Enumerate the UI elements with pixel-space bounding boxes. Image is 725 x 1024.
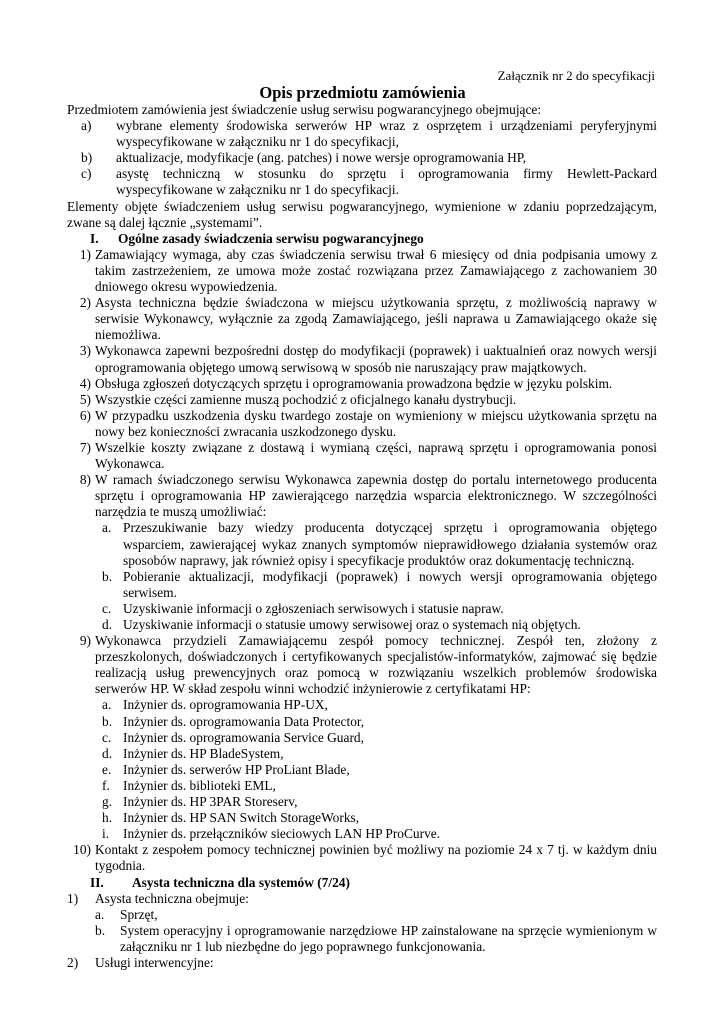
- sublist-item: [67, 617, 657, 633]
- sublist-item-label: a.: [95, 906, 105, 922]
- sublist-item-label: d.: [102, 617, 113, 632]
- list-item: [67, 376, 657, 392]
- list-item-text: Zamawiający wymaga, aby czas świadczenia serwisu trwał 6 miesięcy od dnia podpisania umowy z takim zastrzeżeniem, ze umowa może zostać rozwiązana przez Zamawiającego z zachowaniem 30 dniowego okresu wypowiedzenia.: [95, 246, 657, 295]
- list-item-text: aktualizacje, modyfikacje (ang. patches) i nowe wersje oprogramowania HP,: [116, 150, 527, 166]
- list-item: [67, 472, 657, 520]
- sublist-item: [67, 923, 657, 955]
- section-title: Asysta techniczna dla systemów (7/24): [132, 874, 350, 890]
- sublist-item: [67, 810, 657, 826]
- sublist-item: [67, 520, 657, 568]
- document-body: [67, 102, 657, 971]
- section2-list: [67, 891, 657, 971]
- sublist-item-label: e.: [102, 761, 112, 777]
- list-item: [67, 118, 657, 150]
- list-item-text: Wszelkie koszty związane z dostawą i wymianą części, naprawą sprzętu i oprogramowania ponosi Wykonawca.: [95, 439, 657, 472]
- item8-sublist: [67, 520, 657, 633]
- sublist-item-text: Inżynier ds. oprogramowania Service Guard,: [123, 729, 364, 745]
- section-heading-1: [67, 231, 657, 247]
- sublist-item-label: b.: [102, 568, 113, 584]
- sublist-item: [67, 569, 657, 601]
- sublist-item-label: d.: [102, 745, 113, 761]
- list-item-label: 1): [67, 890, 79, 906]
- list-item: [67, 842, 657, 874]
- intro-paragraph: Przedmiotem zamówienia jest świadczenie usług serwisu pogwarancyjnego obejmujące:: [67, 102, 542, 117]
- sublist-item: [67, 762, 657, 778]
- sublist-item-text: Inżynier ds. serwerów HP ProLiant Blade,: [123, 761, 350, 777]
- list-item-text: Kontakt z zespołem pomocy technicznej powinien być możliwy na poziomie 24 x 7 tj. w każdym dniu tygodnia.: [95, 842, 657, 874]
- list-item-label: 3): [79, 343, 91, 359]
- list-item-text: Wszystkie części zamienne muszą pochodzić z oficjalnego kanału dystrybucji.: [95, 391, 517, 407]
- list-item: [67, 295, 657, 343]
- list-item-label: b): [81, 150, 93, 166]
- sublist-item-label: a.: [102, 520, 112, 536]
- intro-list: [67, 118, 657, 198]
- sublist-item-text: Uzyskiwanie informacji o statusie umowy serwisowej oraz o systemach nią objętych.: [123, 617, 581, 632]
- sublist-item: [67, 794, 657, 810]
- document-title: Opis przedmiotu zamówienia: [259, 83, 466, 102]
- sublist-item-text: Inżynier ds. oprogramowania HP-UX,: [123, 697, 328, 713]
- sublist-item-text: Uzyskiwanie informacji o zgłoszeniach serwisowych i statusie napraw.: [123, 600, 504, 616]
- sublist-item-label: c.: [102, 600, 112, 616]
- sublist-item-label: h.: [102, 810, 113, 826]
- sublist-item-label: c.: [102, 729, 112, 745]
- sublist-item-label: a.: [102, 697, 112, 713]
- list-item-text: Asysta techniczna będzie świadczona w miejscu użytkowania sprzętu, z możliwością naprawy w serwisie Wykonawcy, wyłącznie za zgodą Zamawiającego, jeśli naprawa u Zamawiającego okaże się niemożliwa.: [95, 295, 657, 343]
- list-item-text: Usługi interwencyjne:: [95, 954, 214, 970]
- list-item-text: Asysta techniczna obejmuje:: [95, 890, 249, 906]
- list-item: [67, 247, 657, 295]
- list-item-text: Wykonawca przydzieli Zamawiającemu zespół pomocy technicznej. Zespół ten, złożony z przeszkolonych, doświadczonych i certyfikowanych specjalistów-informatyków, zajmować się będzie realizacją usług prewencyjnych oraz pomocą w rozwiązaniu wszelkich problemów środowiska serwerów HP. W skład zespołu winni wchodzić inżynierowie z certyfikatami HP:: [95, 633, 657, 697]
- sublist-item: [67, 601, 657, 617]
- sublist-item-label: i.: [102, 826, 110, 842]
- list-item: [67, 392, 657, 408]
- sublist-item-label: b.: [102, 713, 113, 729]
- list-item-text: asystę techniczną w stosunku do sprzętu i oprogramowania firmy Hewlett-Packard wyspecyfikowane w załączniku nr 1 do specyfikacji.: [116, 166, 657, 198]
- list-item: [67, 408, 657, 440]
- list-item-label: 6): [79, 407, 91, 423]
- item9-sublist: [67, 697, 657, 842]
- list-item-text: W ramach świadczonego serwisu Wykonawca zapewnia dostęp do portalu internetowego producenta sprzętu i oprogramowania HP zawierającego narzędzia wsparcia elektronicznego. W szczególności narzędzia te muszą umożliwiać:: [95, 472, 657, 520]
- sublist-item-text: Inżynier ds. HP BladeSystem,: [123, 745, 284, 761]
- section-number: II.: [90, 874, 104, 890]
- sublist-item: [67, 778, 657, 794]
- list-item-text: Obsługa zgłoszeń dotyczących sprzętu i oprogramowania prowadzona będzie w języku polskim.: [95, 375, 613, 391]
- list-item-label: 10): [73, 842, 91, 858]
- sublist-item: [67, 730, 657, 746]
- sublist-item-text: Inżynier ds. oprogramowania Data Protector,: [123, 713, 365, 729]
- annex-label: Załącznik nr 2 do specyfikacji: [497, 68, 655, 83]
- section-number: I.: [90, 230, 99, 246]
- sublist-item-text: System operacyjny i oprogramowanie narzędziowe HP zainstalowane na sprzęcie wymienionym w załączniku nr 1 lub niezbędne do jego poprawnego funkcjonowania.: [120, 922, 657, 954]
- sublist-item: [67, 697, 657, 713]
- sublist-item-text: Pobieranie aktualizacji, modyfikacji (poprawek) i nowych wersji oprogramowania objętego serwisem.: [123, 568, 657, 600]
- list-item: [67, 166, 657, 198]
- section-title: Ogólne zasady świadczenia serwisu pogwarancyjnego: [118, 230, 424, 246]
- list-item-label: 8): [79, 472, 91, 488]
- sublist-item-label: f.: [102, 777, 110, 793]
- sublist-item-text: Inżynier ds. HP 3PAR Storeserv,: [123, 794, 298, 810]
- list-item-label: 5): [79, 391, 91, 407]
- list-item-text: wybrane elementy środowiska serwerów HP wraz z osprzętem i urządzeniami peryferyjnymi wyspecyfikowane w załączniku nr 1 do specyfikacji,: [116, 118, 657, 150]
- list-item: [67, 633, 657, 697]
- list-item: [67, 955, 657, 971]
- list-item: [67, 150, 657, 166]
- list-item-label: 1): [79, 246, 91, 262]
- sublist-item-text: Inżynier ds. biblioteki EML,: [123, 777, 276, 793]
- sublist-item-text: Sprzęt,: [120, 906, 158, 922]
- list-item-label: 2): [79, 295, 91, 311]
- list-item-text: W przypadku uszkodzenia dysku twardego zostaje on wymieniony w miejscu użytkowania sprzętu na nowy bez konieczności zwracania uszkodzonego dysku.: [95, 407, 657, 439]
- list-item-text: Wykonawca zapewni bezpośredni dostęp do modyfikacji (poprawek) i uaktualnień oraz nowych wersji oprogramowania objętego umową serwisową w sposób nie naruszający praw majątkowych.: [95, 343, 657, 375]
- list-item-label: 4): [79, 375, 91, 391]
- section-heading-2: [67, 875, 657, 891]
- sublist-item: [67, 714, 657, 730]
- sublist-item-label: b.: [95, 922, 106, 938]
- list-item: [67, 440, 657, 472]
- sublist-item-text: Inżynier ds. HP SAN Switch StorageWorks,: [123, 810, 360, 826]
- elements-paragraph: Elementy objęte świadczeniem usług serwisu pogwarancyjnego, wymienione w zdaniu poprzedzającym, zwane są dalej łącznie „systemami”.: [67, 198, 657, 230]
- list-item-label: 7): [79, 439, 91, 455]
- list-item-label: c): [81, 166, 92, 182]
- list-item: [67, 343, 657, 375]
- sublist-item: [67, 746, 657, 762]
- list-item-label: 9): [79, 633, 91, 649]
- sublist-item: [67, 907, 657, 923]
- list-item-label: 2): [67, 954, 79, 970]
- sublist-item-text: Przeszukiwanie bazy wiedzy producenta dotyczącej sprzętu i oprogramowania objętego wsparciem, zawierającej wykaz znanych symptomów nieprawidłowego działania systemów oraz sposobów naprawy, jak również opisy i specyfikacje produktów oraz dokumentację techniczną.: [123, 520, 657, 568]
- sublist-item-text: Inżynier ds. przełączników sieciowych LAN HP ProCurve.: [123, 826, 441, 842]
- list-item: [67, 891, 657, 907]
- list-item-label: a): [81, 118, 92, 134]
- sublist-item: [67, 826, 657, 842]
- sublist-item-label: g.: [102, 794, 113, 810]
- section1-list: [67, 247, 657, 875]
